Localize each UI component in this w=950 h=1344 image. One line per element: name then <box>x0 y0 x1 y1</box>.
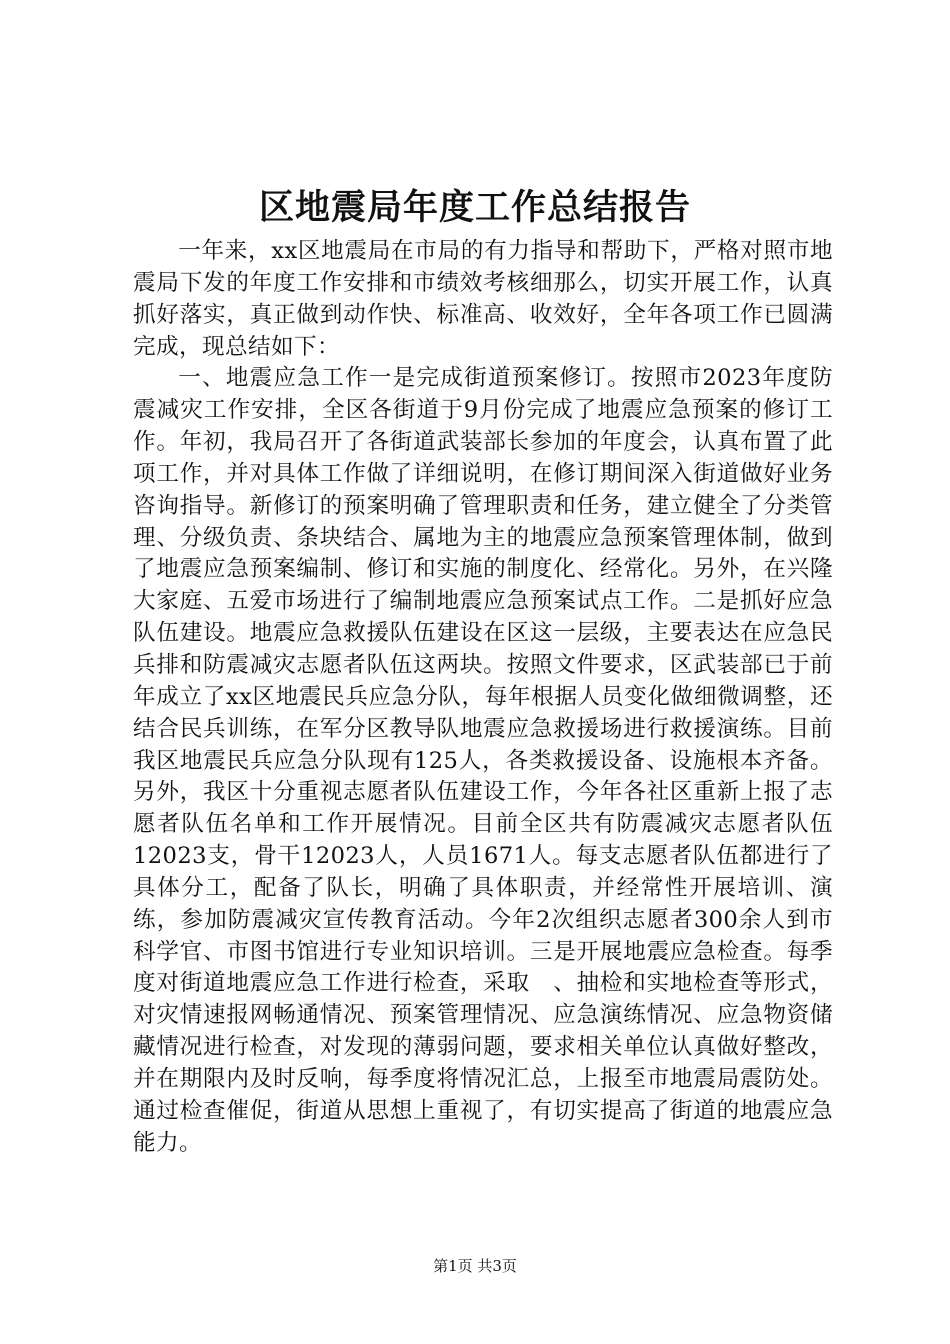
section-paragraph: 一、地震应急工作一是完成街道预案修订。按照市2023年度防震减灾工作安排，全区各街道于9月份完成了地震应急预案的修订工作。年初，我局召开了各街道武装部长参加的年度会，认真布置了此项工作，并对具体工作做了详细说明，在修订期间深入街道做好业务咨询指导。新修订的预案明确了管理职责和任务，建立健全了分类管理、分级负责、条块结合、属地为主的地震应急预案管理体制，做到了地震应急预案编制、修订和实施的制度化、经常化。另外，在兴隆大家庭、五爱市场进行了编制地震应急预案试点工作。二是抓好应急队伍建设。地震应急救援队伍建设在区这一层级，主要表达在应急民兵排和防震减灾志愿者队伍这两块。按照文件要求，区武装部已于前年成立了xx区地震民兵应急分队，每年根据人员变化做细微调整，还结合民兵训练，在军分区教导队地震应急救援场进行救援演练。目前我区地震民兵应急分队现有125人，各类救援设备、设施根本齐备。另外，我区十分重视志愿者队伍建设工作，今年各社区重新上报了志愿者队伍名单和工作开展情况。目前全区共有防震减灾志愿者队伍12023支，骨干12023人，人员1671人。每支志愿者队伍都进行了具体分工，配备了队长，明确了具体职责，并经常性开展培训、演练，参加防震减灾宣传教育活动。今年2次组织志愿者300余人到市科学官、市图书馆进行专业知识培训。三是开展地震应急检查。每季度对街道地震应急工作进行检查，采取 、抽检和实地检查等形式，对灾情速报网畅通情况、预案管理情况、应急演练情况、应急物资储藏情况进行检查，对发现的薄弱问题，要求相关单位认真做好整改，并在期限内及时反响，每季度将情况汇总，上报至市地震局震防处。通过检查催促，街道从思想上重视了，有切实提高了街道的地震应急能力。 <box>133 365 833 1156</box>
page-number-footer: 第1页 共3页 <box>433 1257 517 1275</box>
intro-paragraph: 一年来，xx区地震局在市局的有力指导和帮助下，严格对照市地震局下发的年度工作安排和市绩效考核细那么，切实开展工作，认真抓好落实，真正做到动作快、标准高、收效好，全年各项工作已圆满完成，现总结如下： <box>133 238 833 360</box>
document-body <box>133 236 833 1159</box>
document-title: 区地震局年度工作总结报告 <box>258 187 691 228</box>
